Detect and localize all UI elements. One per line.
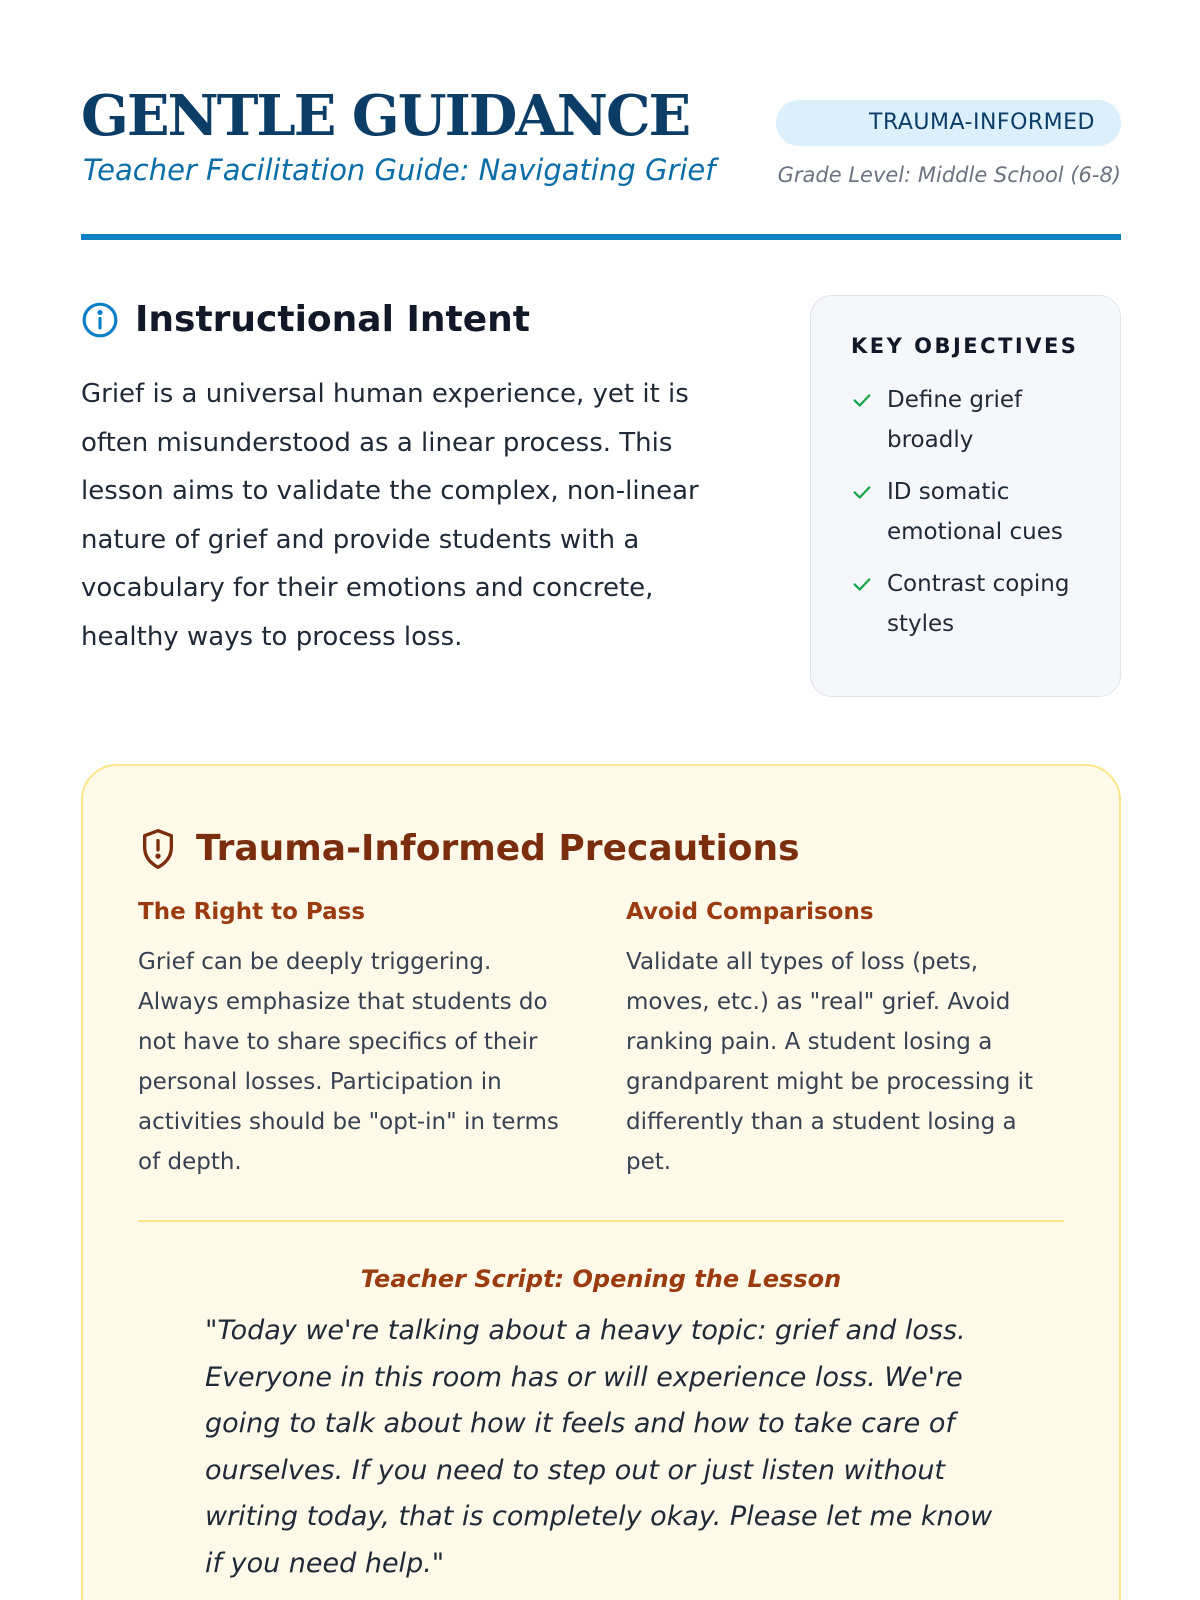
intent-heading: Instructional Intent bbox=[135, 299, 530, 340]
intent-body: Grief is a universal human experience, yet it is often misunderstood as a linear process. This lesson aims to validate the complex, non-linear nature of grief and provide students with a vocabulary for their emotions and concrete, healthy ways to process loss. bbox=[81, 379, 699, 652]
objectives-list bbox=[851, 380, 1096, 644]
objective-label: Contrast coping styles bbox=[887, 571, 1070, 637]
key-objectives-card bbox=[810, 295, 1121, 697]
page-title: GENTLE GUIDANCE bbox=[81, 83, 690, 149]
precautions-heading: Trauma-Informed Precautions bbox=[196, 828, 800, 869]
grade-level-label: Grade Level: Middle School (6-8) bbox=[777, 163, 1121, 187]
header-divider bbox=[81, 234, 1121, 240]
precaution-title: Avoid Comparisons bbox=[626, 899, 874, 925]
objective-label: ID somatic emotional cues bbox=[887, 479, 1063, 545]
check-icon bbox=[851, 481, 873, 503]
trauma-precautions-panel bbox=[81, 764, 1121, 1600]
precautions-heading-row bbox=[138, 824, 1064, 874]
teacher-script-quote: "Today we're talking about a heavy topic: grief and loss. Everyone in this room has or will experience loss. We're going to talk about how it feels and how to take care of ourselves. If you need to step out or just listen without writing today, that is completely okay. Please let me know if you need help." bbox=[205, 1315, 993, 1579]
info-icon bbox=[81, 301, 119, 339]
shield-alert-icon bbox=[138, 827, 178, 871]
guide-page bbox=[81, 0, 1121, 1600]
teacher-script-title: Teacher Script: Opening the Lesson bbox=[360, 1265, 842, 1293]
objective-label: Define grief broadly bbox=[887, 387, 1023, 453]
precaution-title: The Right to Pass bbox=[138, 899, 366, 925]
precaution-avoid-comparisons bbox=[626, 896, 1064, 1182]
trauma-informed-badge: TRAUMA-INFORMED bbox=[776, 100, 1121, 146]
intent-heading-row bbox=[81, 296, 731, 344]
check-icon bbox=[851, 573, 873, 595]
page-subtitle: Teacher Facilitation Guide: Navigating Grief bbox=[83, 153, 716, 187]
list-item bbox=[851, 472, 1096, 552]
precautions-columns bbox=[138, 896, 1064, 1182]
precaution-body: Grief can be deeply triggering. Always emphasize that students do not have to share specifics of their personal losses. Participation in activities should be "opt-in" in terms of depth. bbox=[138, 949, 559, 1175]
check-icon bbox=[851, 389, 873, 411]
precaution-body: Validate all types of loss (pets, moves, etc.) as "real" grief. Avoid ranking pain. A student losing a grandparent might be processing it differently than a student losing a pet. bbox=[626, 949, 1034, 1175]
list-item bbox=[851, 564, 1096, 644]
objectives-title: KEY OBJECTIVES bbox=[851, 334, 1079, 358]
list-item bbox=[851, 380, 1096, 460]
precautions-divider bbox=[138, 1220, 1064, 1222]
precaution-right-to-pass bbox=[138, 896, 576, 1182]
instructional-intent-section bbox=[81, 296, 731, 661]
page-header bbox=[81, 82, 1121, 242]
